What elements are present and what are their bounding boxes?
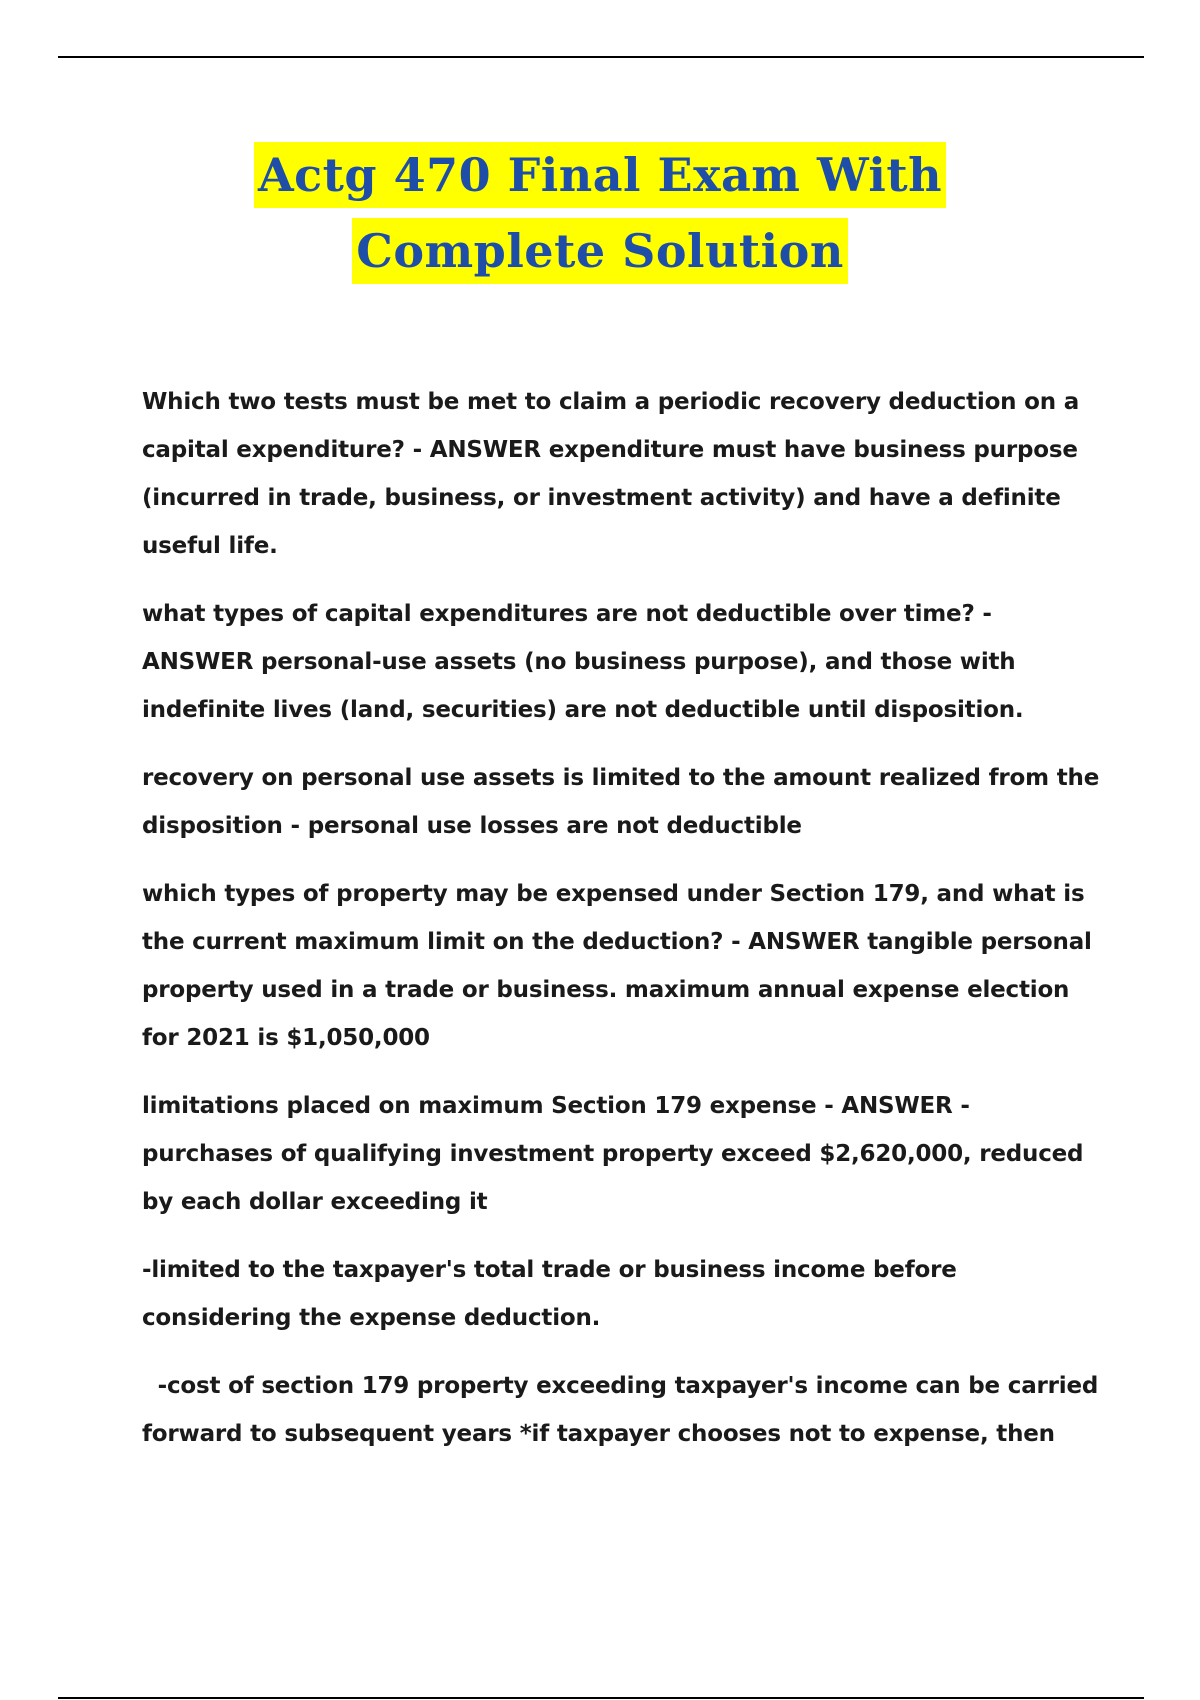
document-body (142, 378, 1107, 1478)
paragraph-periodic-recovery-tests: Which two tests must be met to claim a periodic recovery deduction on a capital expenditure? - ANSWER expenditure must have business purpose (incurred in trade, business, or investment activity) and have a definite useful life. (142, 389, 1087, 559)
bottom-rule (58, 1697, 1144, 1699)
paragraph-section-179-limitations: limitations placed on maximum Section 179 expense - ANSWER - purchases of qualifying investment property exceed $2,620,000, reduced by each dollar exceeding it (142, 1093, 1092, 1215)
title-line-1: Actg 470 Final Exam With (254, 142, 946, 208)
paragraph-non-deductible-expenditures: what types of capital expenditures are not deductible over time? - ANSWER personal-use assets (no business purpose), and those with indefinite lives (land, securities) are not deductible until disposition. (142, 601, 1024, 723)
paragraph-section-179-property: which types of property may be expensed under Section 179, and what is the current maximum limit on the deduction? - ANSWER tangible personal property used in a trade or business. maximum annual expense election for 2021 is $1,050,000 (142, 881, 1100, 1051)
paragraph-carry-forward: -cost of section 179 property exceeding taxpayer's income can be carried forward to subsequent years *if taxpayer chooses not to expense, then (142, 1373, 1106, 1447)
paragraph-income-limit: -limited to the taxpayer's total trade or business income before considering the expense deduction. (142, 1257, 965, 1331)
document-title (0, 142, 1200, 294)
title-line-2: Complete Solution (352, 218, 848, 284)
paragraph-personal-use-recovery: recovery on personal use assets is limited to the amount realized from the disposition - personal use losses are not deductible (142, 765, 1107, 839)
top-rule (58, 56, 1144, 58)
